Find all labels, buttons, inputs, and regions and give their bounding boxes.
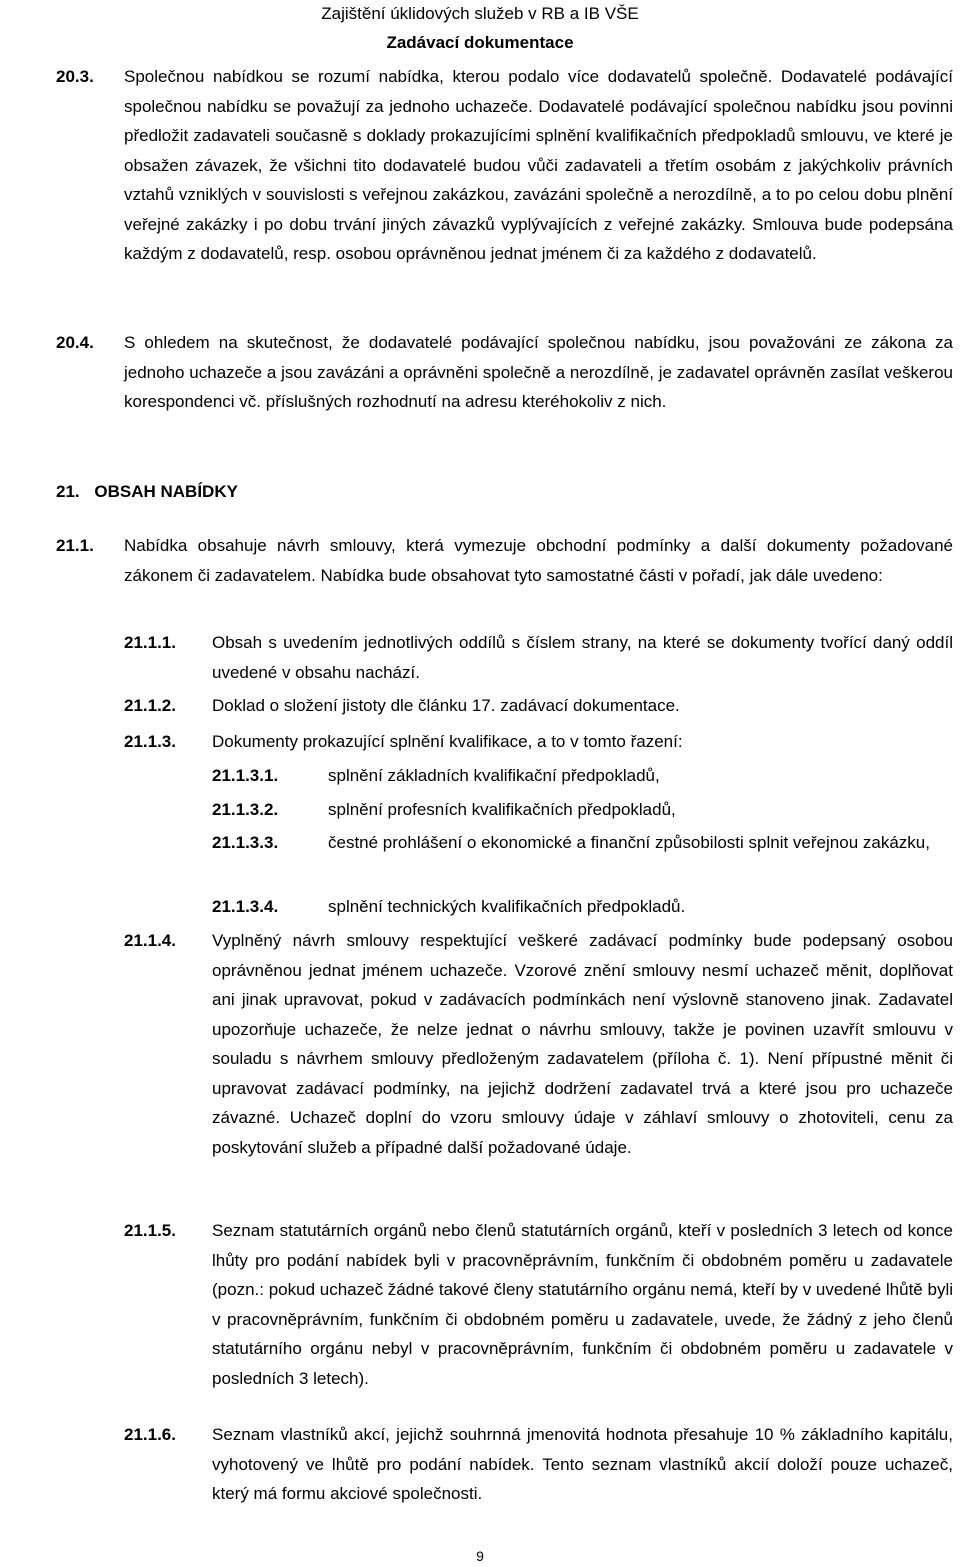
section-number-20-3: 20.3. — [56, 67, 94, 86]
section-number-21-1-1: 21.1.1. — [124, 633, 176, 652]
section-number-21-1-5: 21.1.5. — [124, 1221, 176, 1240]
section-number-21-1-3-2: 21.1.3.2. — [212, 800, 279, 819]
section-title-21: OBSAH NABÍDKY — [94, 482, 238, 501]
section-number-21-1-6: 21.1.6. — [124, 1425, 176, 1444]
section-number-21-1-4: 21.1.4. — [124, 931, 176, 950]
document-header-subtitle: Zadávací dokumentace — [386, 33, 574, 52]
section-number-21-1-3-1: 21.1.3.1. — [212, 766, 279, 785]
section-number-21-1-3: 21.1.3. — [124, 732, 176, 751]
section-text-20-4: S ohledem na skutečnost, že dodavatelé podávající společnou nabídku, jsou považováni ze zákona za jednoho uchazeče a jsou zavázáni a oprávněni společně a nerozdílně, je zadavatel oprávněn zasílat veškerou korespondenci vč. příslušných rozhodnutí na adresu kteréhokoliv z nich. — [124, 333, 953, 411]
section-text-21-1-3-4: splnění technických kvalifikačních předpokladů. — [328, 897, 686, 916]
section-text-21-1: Nabídka obsahuje návrh smlouvy, která vymezuje obchodní podmínky a další dokumenty požadované zákonem či zadavatelem. Nabídka bude obsahovat tyto samostatné části v pořadí, jak dále uvedeno: — [124, 536, 953, 585]
section-text-21-1-5: Seznam statutárních orgánů nebo členů statutárních orgánů, kteří v posledních 3 letech od konce lhůty pro podání nabídek byli v pracovněprávním, funkčním či obdobném poměru u zadavatele (pozn.: pokud uchazeč žádné takové členy statutárního orgánu nemá, kteří by v uvedené lhůtě byli v pracovněprávním, funkčním či obdobném poměru u zadavatele, uvede, že žádný z jeho členů statutárního orgánu nebyl v pracovněprávním, funkčním či obdobném poměru u zadavatele v posledních 3 letech). — [212, 1221, 953, 1388]
section-text-21-1-2: Doklad o složení jistoty dle článku 17. zadávací dokumentace. — [212, 696, 680, 715]
section-number-21-1-2: 21.1.2. — [124, 696, 176, 715]
section-text-21-1-3-1: splnění základních kvalifikační předpokladů, — [328, 766, 660, 785]
section-heading-21 — [56, 477, 238, 507]
section-text-21-1-3-3: čestné prohlášení o ekonomické a finanční způsobilosti splnit veřejnou zakázku, — [328, 833, 930, 852]
section-text-21-1-3: Dokumenty prokazující splnění kvalifikace, a to v tomto řazení: — [212, 732, 683, 751]
section-number-21-1: 21.1. — [56, 536, 94, 555]
document-header-title: Zajištění úklidových služeb v RB a IB VŠE — [321, 4, 639, 23]
page-number: 9 — [476, 1548, 484, 1564]
section-number-21: 21. — [56, 482, 80, 501]
section-text-20-3: Společnou nabídkou se rozumí nabídka, kterou podalo více dodavatelů společně. Dodavatelé podávající společnou nabídku se považují za jednoho uchazeče. Dodavatelé podávající společnou nabídku jsou povinni předložit zadavateli současně s doklady prokazujícími splnění kvalifikačních předpokladů smlouvu, ve které je obsažen závazek, že všichni tito dodavatelé budou vůči zadavateli a třetím osobám z jakýchkoliv právních vztahů vzniklých v souvislosti s veřejnou zakázkou, zavázáni společně a nerozdílně, a to po celou dobu plnění veřejné zakázky i po dobu trvání jiných závazků vyplývajících z veřejné zakázky. Smlouva bude podepsána každým z dodavatelů, resp. osobou oprávněnou jednat jménem či za každého z dodavatelů. — [124, 67, 953, 263]
section-text-21-1-3-2: splnění profesních kvalifikačních předpokladů, — [328, 800, 676, 819]
section-text-21-1-6: Seznam vlastníků akcí, jejichž souhrnná jmenovitá hodnota přesahuje 10 % základního kapitálu, vyhotovený ve lhůtě pro podání nabídek. Tento seznam vlastníků akcií doloží pouze uchazeč, který má formu akciové společnosti. — [212, 1425, 953, 1503]
section-number-21-1-3-4: 21.1.3.4. — [212, 897, 279, 916]
section-number-20-4: 20.4. — [56, 333, 94, 352]
section-text-21-1-1: Obsah s uvedením jednotlivých oddílů s číslem strany, na které se dokumenty tvořící daný oddíl uvedené v obsahu nachází. — [212, 633, 953, 682]
section-text-21-1-4: Vyplněný návrh smlouvy respektující veškeré zadávací podmínky bude podepsaný osobou oprávněnou jednat jménem uchazeče. Vzorové znění smlouvy nesmí uchazeč měnit, doplňovat ani jinak upravovat, pokud v zadávacích podmínkách není výslovně stanoveno jinak. Zadavatel upozorňuje uchazeče, že nelze jednat o návrhu smlouvy, takže je povinen uzavřít smlouvu v souladu s návrhem smlouvy předloženým zadavatelem (příloha č. 1). Není přípustné měnit či upravovat zadávací podmínky, na jejichž dodržení zadavatel trvá a které jsou pro uchazeče závazné. Uchazeč doplní do vzoru smlouvy údaje v záhlaví smlouvy o zhotoviteli, cenu za poskytování služeb a případné další požadované údaje. — [212, 931, 953, 1157]
section-number-21-1-3-3: 21.1.3.3. — [212, 833, 279, 852]
